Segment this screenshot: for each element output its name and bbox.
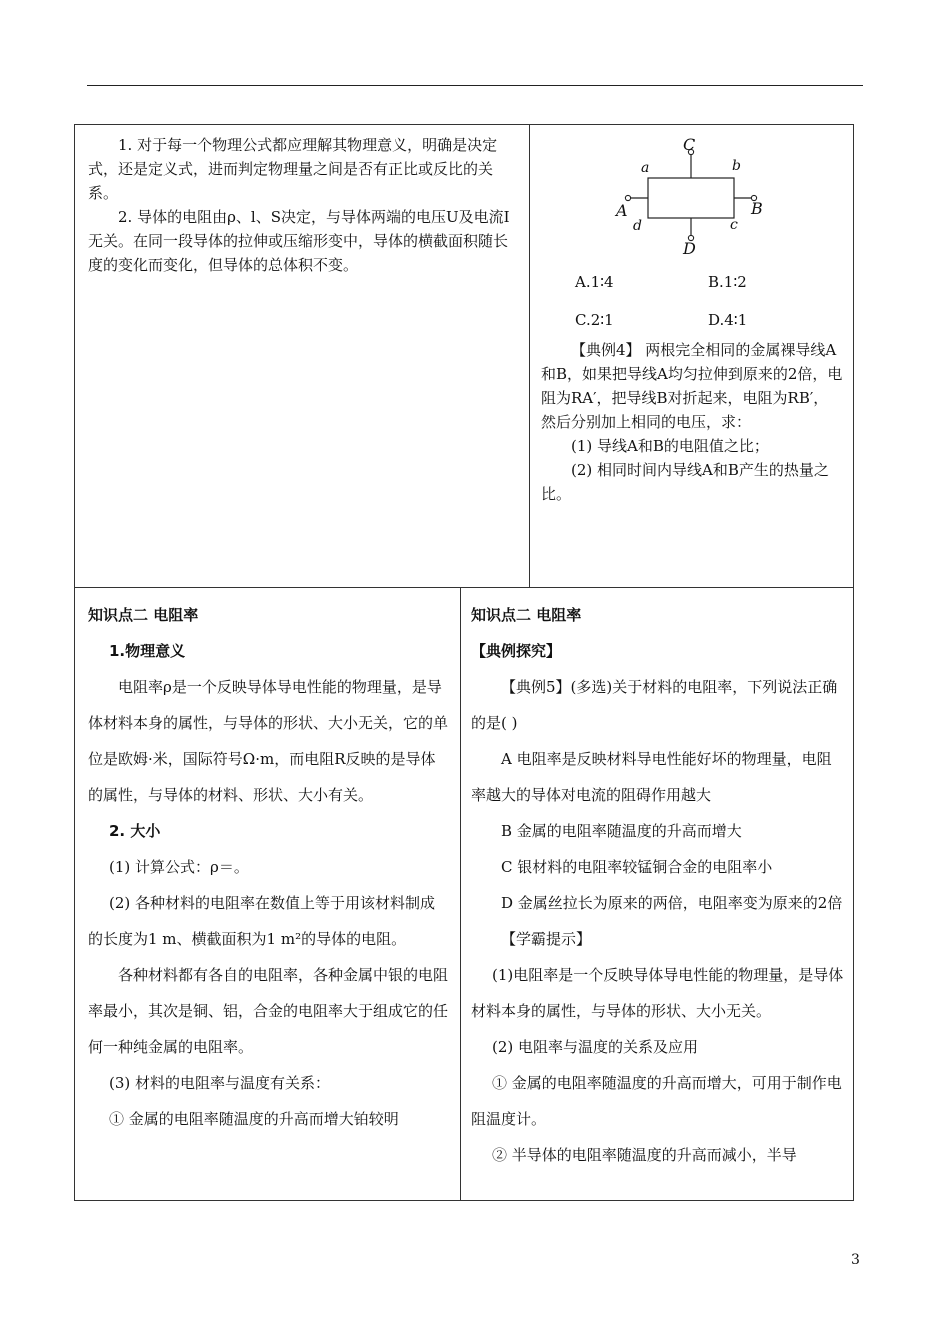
choice-b: B.1∶2 [708, 273, 747, 291]
section-heading-right: 知识点二 电阻率 [471, 606, 582, 624]
example-4-q1: (1) 导线A和B的电阻值之比； [571, 437, 769, 455]
top-left-cell [88, 133, 520, 277]
resistivity-value-definition: (2) 各种材料的电阻率在数值上等于用该材料制成的长度为1 m、横截面积为1 m²的导体的电阻。 [88, 894, 436, 948]
subheading-meaning: 1.物理意义 [109, 642, 186, 660]
section-heading-left: 知识点二 电阻率 [88, 606, 199, 624]
label-a: a [641, 160, 650, 176]
example-4-q2: (2) 相同时间内导线A和B产生的热量之比。 [541, 461, 829, 503]
metal-resistivity-note: 各种材料都有各自的电阻率，各种金属中银的电阻率最小，其次是铜、铝，合金的电阻率大于组成它的任何一种纯金属的电阻率。 [88, 966, 449, 1056]
example-5-option-c: C 银材料的电阻率较锰铜合金的电阻率小 [501, 858, 773, 876]
temperature-relation-1: ① 金属的电阻率随温度的升高而增大铂较明 [109, 1110, 399, 1128]
label-C: C [683, 138, 696, 154]
example-5-option-b: B 金属的电阻率随温度的升高而增大 [501, 822, 742, 840]
label-D: D [683, 239, 696, 256]
label-b: b [732, 158, 741, 174]
label-c: c [730, 217, 738, 233]
top-column-divider [529, 124, 530, 587]
label-d: d [633, 218, 642, 234]
terminal-a-node [625, 195, 630, 200]
temperature-relation: (3) 材料的电阻率与温度有关系： [109, 1074, 331, 1092]
bottom-right-cell [471, 597, 844, 1173]
choice-c: C.2∶1 [575, 311, 614, 329]
label-B: B [751, 199, 763, 218]
bottom-column-divider [460, 587, 461, 1201]
tip-3: ① 金属的电阻率随温度的升高而增大，可用于制作电阻温度计。 [471, 1074, 842, 1128]
subheading-size: 2. 大小 [109, 822, 161, 840]
choice-a: A.1∶4 [575, 273, 614, 291]
bottom-left-cell [88, 597, 450, 1137]
choice-d: D.4∶1 [708, 311, 748, 329]
example-5-option-d: D 金属丝拉长为原来的两倍，电阻率变为原来的2倍 [501, 894, 843, 912]
circuit-diagram [608, 138, 778, 256]
tip-4: ② 半导体的电阻率随温度的升高而减小，半导 [492, 1146, 797, 1164]
example-explore-heading: 【典例探究】 [471, 642, 562, 660]
tip-2: (2) 电阻率与温度的关系及应用 [492, 1038, 699, 1056]
page-number: 3 [851, 1252, 860, 1268]
row-divider [74, 587, 854, 588]
label-A: A [616, 201, 628, 220]
resistivity-formula: (1) 计算公式：ρ＝。 [109, 858, 249, 876]
resistivity-meaning: 电阻率ρ是一个反映导体导电性能的物理量，是导体材料本身的属性，与导体的形状、大小无关，它的单位是欧姆·米，国际符号Ω·m，而电阻R反映的是导体的属性，与导体的材料、形状、大小有关。 [88, 678, 449, 804]
resistance-factors-note: 2. 导体的电阻由ρ、l、S决定，与导体两端的电压U及电流I无关。在同一段导体的拉伸或压缩形变中，导体的横截面积随长度的变化而变化，但导体的总体积不变。 [88, 208, 510, 274]
example-4 [541, 338, 843, 506]
header-rule [87, 85, 863, 86]
example-5-option-a: A 电阻率是反映材料导电性能好坏的物理量，电阻率越大的导体对电流的阻碍作用越大 [471, 750, 832, 804]
example-5-text: 【典例5】(多选)关于材料的电阻率，下列说法正确的是( ) [471, 678, 838, 732]
formula-meaning-note: 1. 对于每一个物理公式都应理解其物理意义，明确是决定式，还是定义式，进而判定物理量之间是否有正比或反比的关系。 [88, 136, 498, 202]
tip-heading: 【学霸提示】 [501, 930, 592, 948]
tip-1: (1)电阻率是一个反映导体导电性能的物理量，是导体材料本身的属性，与导体的形状、大小无关。 [471, 966, 844, 1020]
example-4-text: 【典例4】 两根完全相同的金属裸导线A和B，如果把导线A均匀拉伸到原来的2倍，电阻为RA′，把导线B对折起来，电阻为RB′，然后分别加上相同的电压，求： [541, 341, 843, 431]
conductor-rectangle [648, 178, 734, 218]
